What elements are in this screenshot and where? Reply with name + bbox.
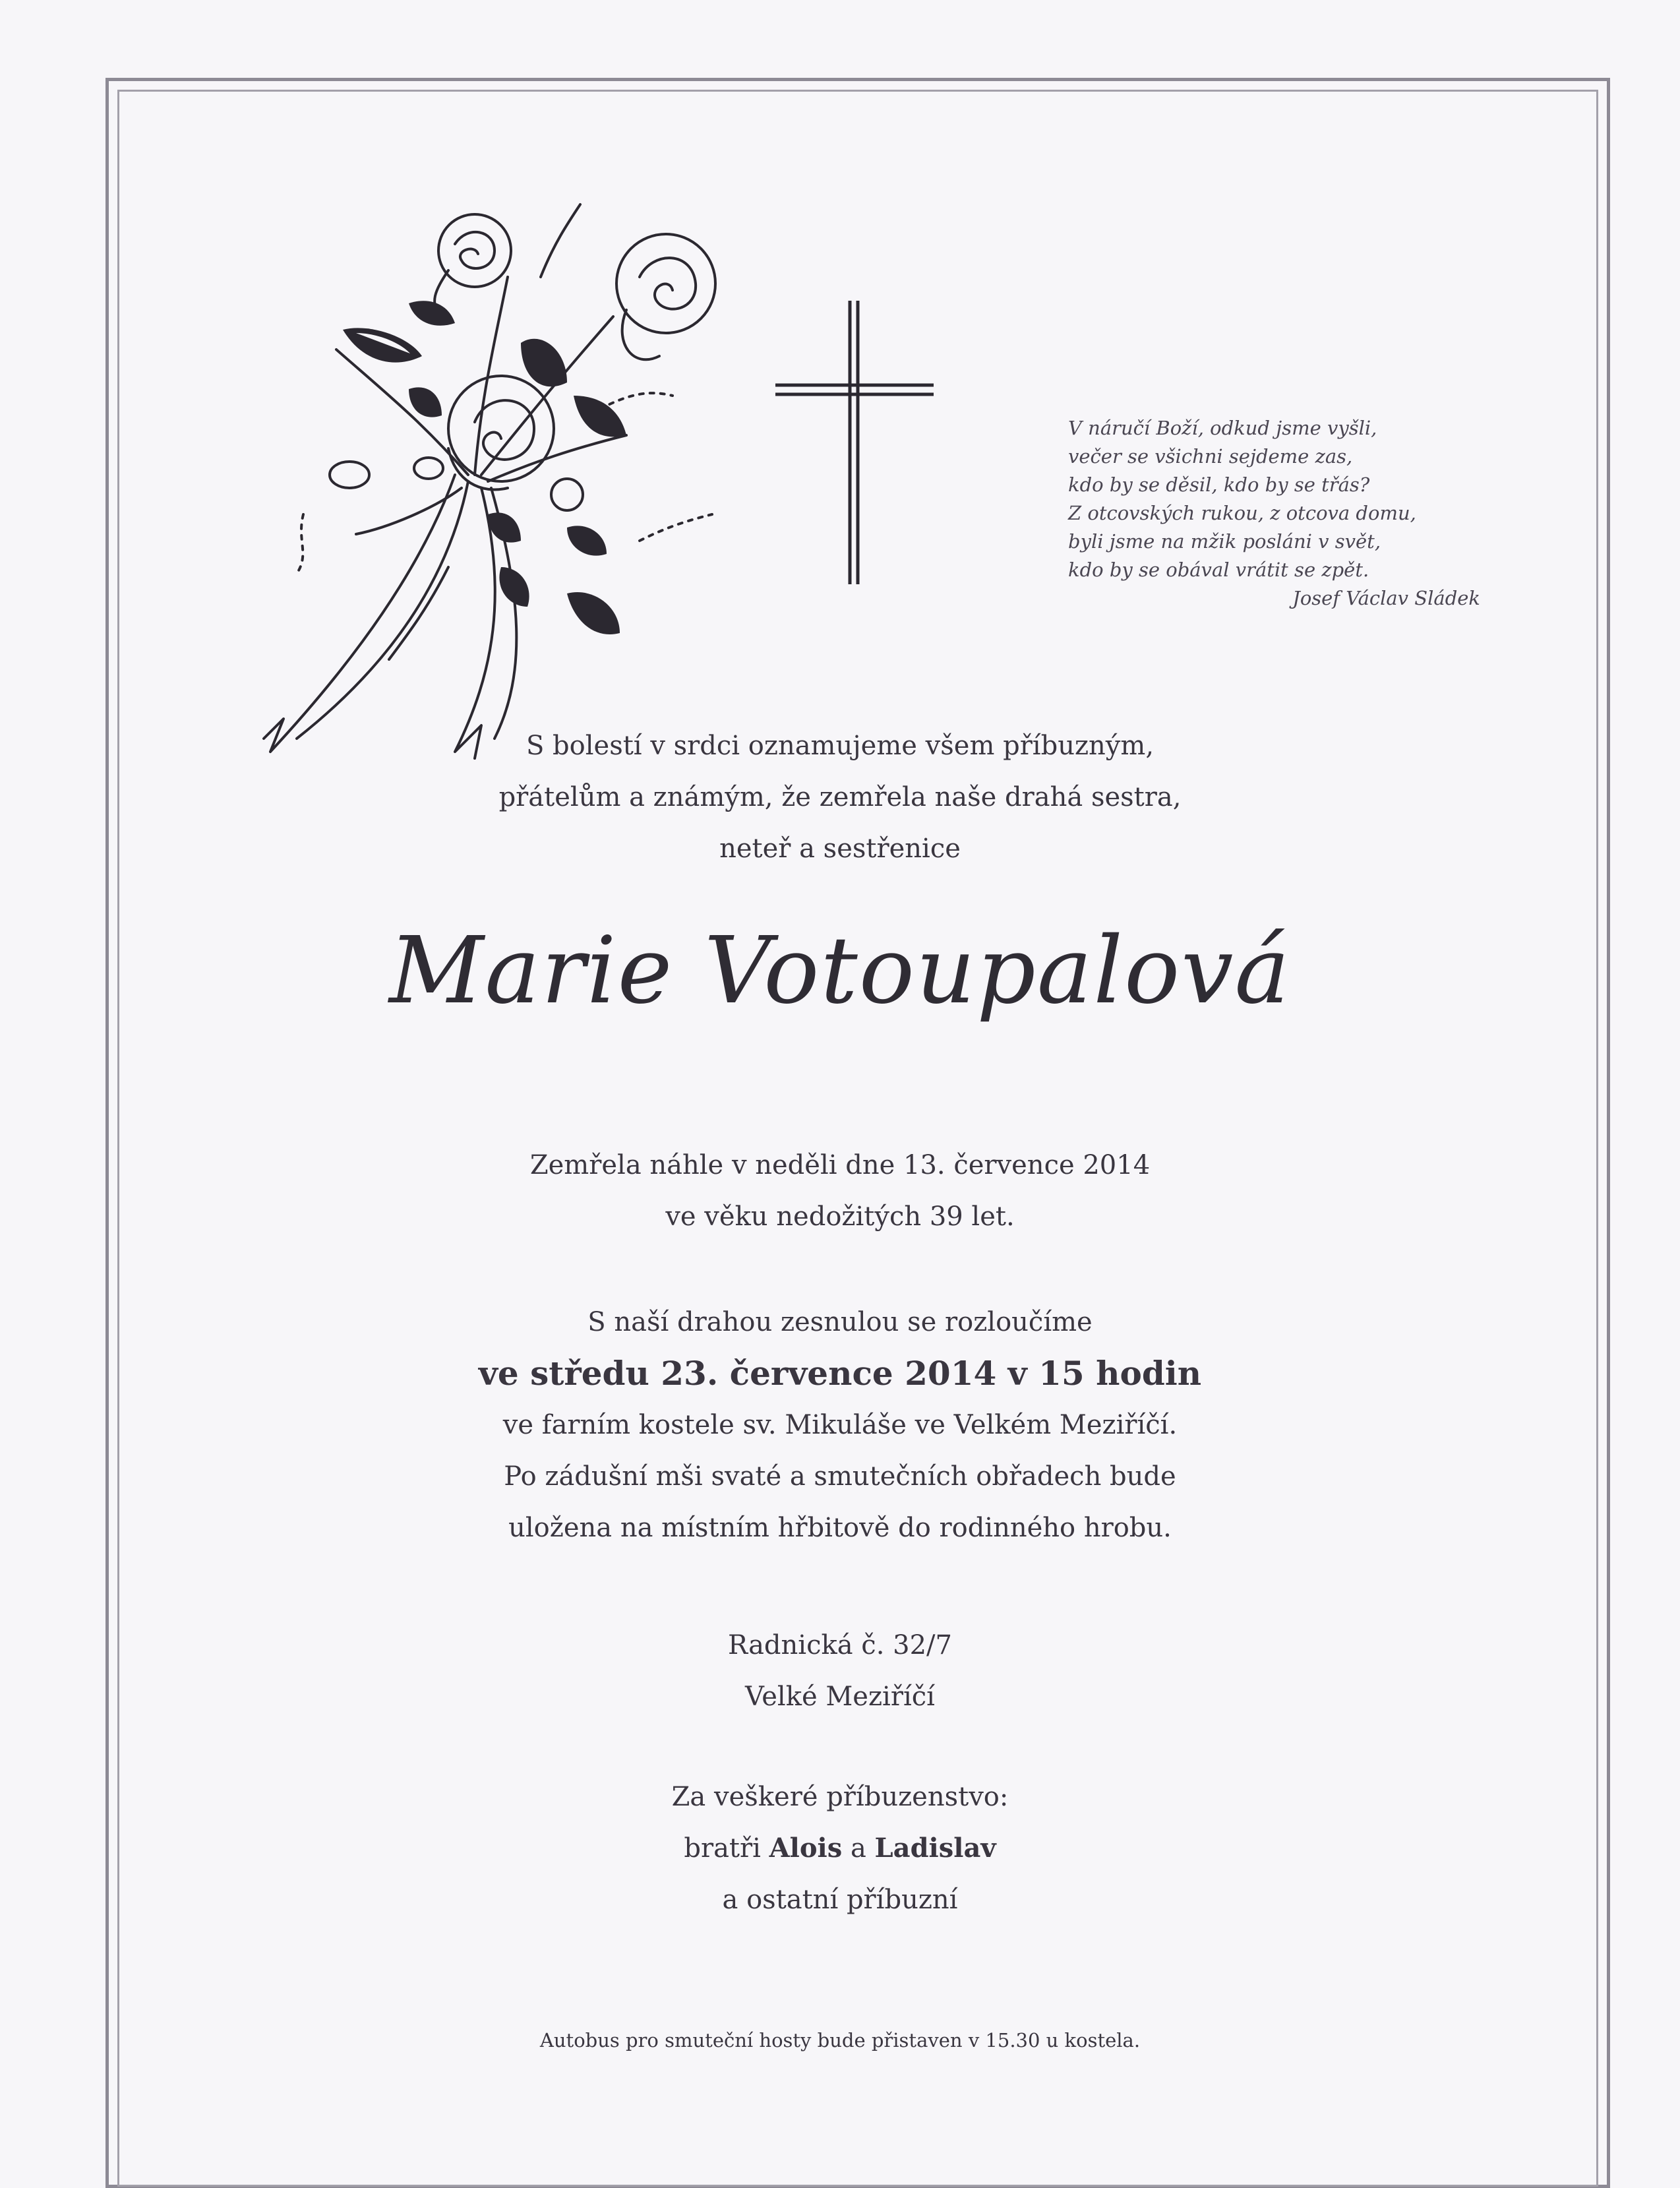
poem-line: V náručí Boží, odkud jsme vyšli, bbox=[1068, 417, 1377, 439]
family-brothers bbox=[0, 1823, 1680, 1874]
poem-author: Josef Václav Sládek bbox=[1292, 587, 1480, 609]
death-info bbox=[0, 1140, 1680, 1242]
poem-line: kdo by se obával vrátit se zpět. bbox=[1068, 559, 1369, 581]
rose-bouquet-icon bbox=[257, 198, 745, 778]
announcement-intro bbox=[0, 720, 1680, 874]
poem-line: kdo by se děsil, kdo by se třás? bbox=[1068, 473, 1370, 496]
farewell-date: ve středu 23. července 2014 v 15 hodin bbox=[478, 1354, 1202, 1393]
cross-icon bbox=[775, 301, 947, 588]
farewell-line: ve farním kostele sv. Mikuláše ve Velkém Meziříčí. bbox=[502, 1410, 1178, 1440]
family-line: a ostatní příbuzní bbox=[722, 1885, 958, 1915]
deceased-name: Marie Votoupalová bbox=[389, 917, 1291, 1025]
farewell-line: S naší drahou zesnulou se rozloučíme bbox=[587, 1307, 1093, 1337]
brothers-prefix: bratři bbox=[684, 1833, 761, 1864]
intro-line: neteř a sestřenice bbox=[719, 834, 961, 864]
address bbox=[0, 1620, 1680, 1722]
farewell-line: uložena na místním hřbitově do rodinného hrobu. bbox=[508, 1513, 1172, 1543]
poem-quote bbox=[1068, 414, 1543, 613]
death-line: Zemřela náhle v neděli dne 13. července 2014 bbox=[529, 1150, 1151, 1180]
poem-line: večer se všichni sejdeme zas, bbox=[1068, 445, 1353, 468]
brother-name: Ladislav bbox=[874, 1833, 996, 1864]
poem-line: byli jsme na mžik posláni v svět, bbox=[1068, 530, 1381, 553]
family-line: Za veškeré příbuzenstvo: bbox=[671, 1782, 1009, 1812]
farewell-info bbox=[0, 1296, 1680, 1554]
brothers-conjunction: a bbox=[850, 1833, 866, 1864]
intro-line: S bolestí v srdci oznamujeme všem příbuzným, bbox=[525, 731, 1155, 761]
death-line: ve věku nedožitých 39 let. bbox=[665, 1201, 1015, 1232]
intro-line: přátelům a známým, že zemřela naše drahá sestra, bbox=[498, 782, 1182, 812]
poem-line: Z otcovských rukou, z otcova domu, bbox=[1068, 502, 1416, 524]
farewell-line: Po zádušní mši svaté a smutečních obřadech bude bbox=[504, 1461, 1176, 1492]
address-street: Radnická č. 32/7 bbox=[728, 1630, 952, 1660]
family-signature bbox=[0, 1771, 1680, 1926]
address-city: Velké Meziříčí bbox=[745, 1682, 935, 1712]
brother-name: Alois bbox=[769, 1833, 843, 1864]
bus-note: Autobus pro smuteční hosty bude přistaven v 15.30 u kostela. bbox=[539, 2029, 1141, 2051]
